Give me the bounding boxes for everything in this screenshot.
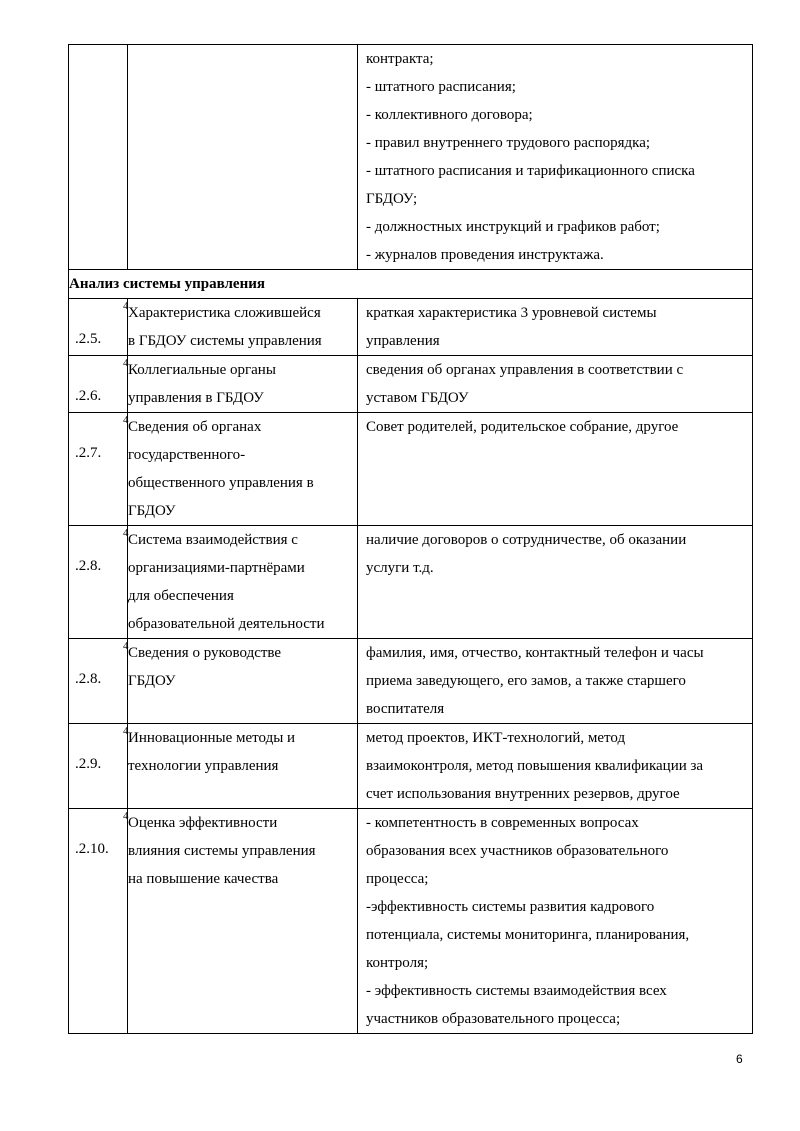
item-title-line: ГБДОУ <box>128 673 176 689</box>
item-title-line: образовательной деятельности <box>128 616 325 632</box>
item-title-line: Характеристика сложившейся <box>128 305 321 321</box>
item-title-cell <box>128 356 358 413</box>
detail-line: - коллективного договора; <box>366 107 533 123</box>
item-code: .2.5. <box>75 331 102 347</box>
section-title: Анализ системы управления <box>69 270 753 299</box>
detail-line: ГБДОУ; <box>366 191 418 207</box>
detail-line: - штатного расписания и тарификационного списка <box>366 163 695 179</box>
detail-line: счет использования внутренних резервов, другое <box>366 786 680 802</box>
detail-line: приема заведующего, его замов, а также старшего <box>366 673 686 689</box>
continuation-item-cell <box>128 45 358 270</box>
continuation-row <box>69 45 753 270</box>
detail-line: фамилия, имя, отчество, контактный телефон и часы <box>366 645 704 661</box>
item-number-cell <box>69 356 128 413</box>
item-detail-cell <box>358 724 753 809</box>
item-title-line: в ГБДОУ системы управления <box>128 333 322 349</box>
list-marker: 4 <box>123 810 129 822</box>
continuation-detail-cell <box>358 45 753 270</box>
item-number-cell <box>69 809 128 1034</box>
detail-line: участников образовательного процесса; <box>366 1011 621 1027</box>
item-title-line: Коллегиальные органы <box>128 362 276 378</box>
item-title-line: ГБДОУ <box>128 503 176 519</box>
item-title-line: организациями-партнёрами <box>128 560 305 576</box>
detail-line: сведения об органах управления в соответствии с <box>366 362 684 378</box>
detail-line: -эффективность системы развития кадрового <box>366 899 655 915</box>
detail-line: услуги т.д. <box>366 560 434 576</box>
item-code: .2.8. <box>75 671 102 687</box>
table-row <box>69 413 753 526</box>
detail-line: взаимоконтроля, метод повышения квалификации за <box>366 758 704 774</box>
detail-line: метод проектов, ИКТ-технологий, метод <box>366 730 626 746</box>
item-title-line: технологии управления <box>128 758 279 774</box>
table-row <box>69 299 753 356</box>
item-title-line: Сведения об органах <box>128 419 262 435</box>
item-code: .2.9. <box>75 756 102 772</box>
item-code: .2.10. <box>75 841 109 857</box>
item-number-cell <box>69 526 128 639</box>
item-code: .2.8. <box>75 558 102 574</box>
item-title-line: Инновационные методы и <box>128 730 296 746</box>
item-title-line: для обеспечения <box>128 588 234 604</box>
continuation-number-cell <box>69 45 128 270</box>
item-detail-cell <box>358 413 753 526</box>
detail-line: Совет родителей, родительское собрание, другое <box>366 419 679 435</box>
detail-line: - штатного расписания; <box>366 79 516 95</box>
item-detail-cell <box>358 809 753 1034</box>
item-title-cell <box>128 724 358 809</box>
detail-line: - журналов проведения инструктажа. <box>366 247 604 263</box>
detail-line: контроля; <box>366 955 429 971</box>
list-marker: 4 <box>123 725 129 737</box>
requirements-table <box>68 44 753 1034</box>
table-row <box>69 639 753 724</box>
detail-line: - должностных инструкций и графиков работ; <box>366 219 660 235</box>
item-detail-cell <box>358 639 753 724</box>
item-title-cell <box>128 639 358 724</box>
item-number-cell <box>69 724 128 809</box>
detail-line: уставом ГБДОУ <box>366 390 469 406</box>
detail-line: управления <box>366 333 440 349</box>
detail-line: - компетентность в современных вопросах <box>366 815 639 831</box>
list-marker: 4 <box>123 357 129 369</box>
detail-line: контракта; <box>366 51 434 67</box>
list-marker: 4 <box>123 640 129 652</box>
table-row <box>69 809 753 1034</box>
section-row <box>69 270 753 299</box>
detail-line: краткая характеристика 3 уровневой системы <box>366 305 657 321</box>
detail-line: воспитателя <box>366 701 445 717</box>
item-title-line: управления в ГБДОУ <box>128 390 264 406</box>
table-row <box>69 356 753 413</box>
list-marker: 4 <box>123 527 129 539</box>
list-marker: 4 <box>123 414 129 426</box>
item-title-line: общественного управления в <box>128 475 314 491</box>
detail-line: - правил внутреннего трудового распорядка; <box>366 135 651 151</box>
item-number-cell <box>69 413 128 526</box>
item-title-line: на повышение качества <box>128 871 279 887</box>
item-code: .2.6. <box>75 388 102 404</box>
item-title-line: государственного- <box>128 447 246 463</box>
item-detail-cell <box>358 526 753 639</box>
table-row <box>69 526 753 639</box>
item-detail-cell <box>358 356 753 413</box>
detail-line: образования всех участников образовательного <box>366 843 669 859</box>
item-title-line: Оценка эффективности <box>128 815 278 831</box>
item-title-cell <box>128 526 358 639</box>
item-number-cell <box>69 299 128 356</box>
detail-line: процесса; <box>366 871 429 887</box>
detail-line: потенциала, системы мониторинга, планирования, <box>366 927 690 943</box>
detail-line: наличие договоров о сотрудничестве, об оказании <box>366 532 687 548</box>
item-title-line: Сведения о руководстве <box>128 645 282 661</box>
item-title-line: влияния системы управления <box>128 843 316 859</box>
item-title-cell <box>128 413 358 526</box>
item-detail-cell <box>358 299 753 356</box>
page-number: 6 <box>736 1052 743 1066</box>
table-row <box>69 724 753 809</box>
list-marker: 4 <box>123 300 129 312</box>
item-number-cell <box>69 639 128 724</box>
item-title-cell <box>128 809 358 1034</box>
item-title-cell <box>128 299 358 356</box>
item-code: .2.7. <box>75 445 102 461</box>
item-title-line: Система взаимодействия с <box>128 532 298 548</box>
detail-line: - эффективность системы взаимодействия всех <box>366 983 667 999</box>
